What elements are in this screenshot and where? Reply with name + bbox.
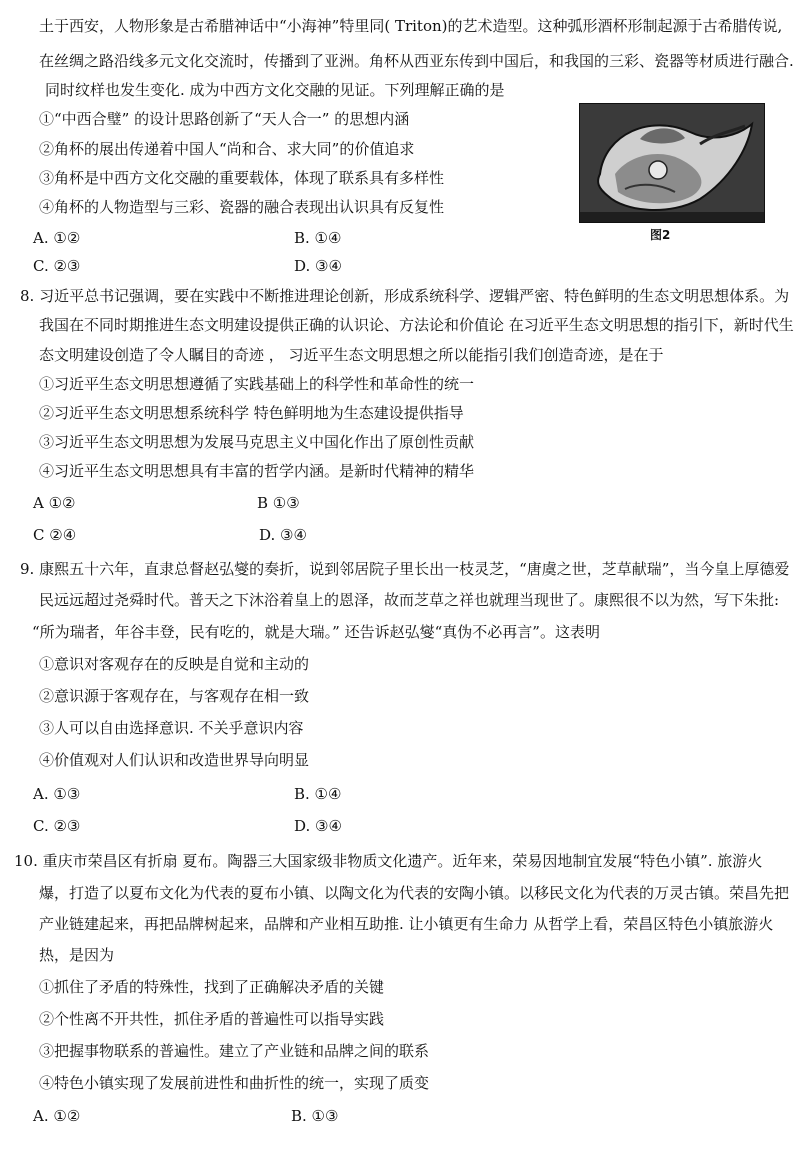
q9-answer-b: B. ①④ [294, 785, 342, 803]
q10-answer-a: A. ①② [33, 1107, 81, 1125]
q7-stem-line-2: 在丝绸之路沿线多元文化交流时，传播到了亚洲。角杯从西亚东传到中国后，和我国的三彩、瓷器等材质进行融合. [39, 52, 794, 70]
q8-stem-line-3: 态文明建设创造了令人瞩目的奇迹 ， 习近平生态文明思想之所以能指引我们创造奇迹，是在于 [39, 346, 664, 364]
q8-option-3: ③习近平生态文明思想为发展马克思主义中国化作出了原创性贡献 [39, 433, 475, 451]
q9-answer-c: C. ②③ [33, 817, 81, 835]
q7-option-3: ③角杯是中西方文化交融的重要载体，体现了联系具有多样性 [39, 169, 445, 187]
q10-stem-line-3: 产业链建起来，再把品牌树起来，品牌和产业相互助推. 让小镇更有生命力 从哲学上看，荣昌区特色小镇旅游火 [39, 915, 774, 933]
q8-answer-c: C ②④ [33, 526, 77, 544]
q10-option-4: ④特色小镇实现了发展前进性和曲折性的统一，实现了质变 [39, 1074, 430, 1092]
q7-option-2: ②角杯的展出传递着中国人“尚和合、求大同”的价值追求 [39, 140, 415, 158]
q8-option-4: ④习近平生态文明思想具有丰富的哲学内涵。是新时代精神的精华 [39, 462, 475, 480]
q8-answer-b: B ①③ [257, 494, 300, 512]
q7-stem-line-1: 土于西安，人物形象是古希腊神话中“小海神”特里同( Triton)的艺术造型。这种弧形酒杯形制起源于古希腊传说, [39, 17, 783, 35]
q9-option-2: ②意识源于客观存在，与客观存在相一致 [39, 687, 310, 705]
q7-answer-a: A. ①② [33, 229, 81, 247]
q8-answer-d: D. ③④ [259, 526, 307, 544]
q9-answer-d: D. ③④ [294, 817, 342, 835]
q7-answer-c: C. ②③ [33, 257, 81, 275]
q9-option-4: ④价值观对人们认识和改造世界导向明显 [39, 751, 310, 769]
q8-option-1: ①习近平生态文明思想遵循了实践基础上的科学性和革命性的统一 [39, 375, 475, 393]
q8-option-2: ②习近平生态文明思想系统科学 特色鲜明地为生态建设提供指导 [39, 404, 464, 422]
q10-stem-line-4: 热，是因为 [39, 946, 115, 964]
horn-cup-photo [579, 103, 765, 223]
q9-stem-line-3: “所为瑞者，年谷丰登，民有吃的，就是大瑞。” 还告诉赵弘燮“真伪不必再言”。这表明 [32, 623, 600, 641]
q10-option-3: ③把握事物联系的普遍性。建立了产业链和品牌之间的联系 [39, 1042, 430, 1060]
q8-stem-line-1: 8. 习近平总书记强调，要在实践中不断推进理论创新，形成系统科学、逻辑严密、特色鲜明的生态文明思想体系。为 [20, 287, 790, 305]
q10-stem-line-2: 爆，打造了以夏布文化为代表的夏布小镇、以陶文化为代表的安陶小镇。以移民文化为代表的万灵古镇。荣昌先把 [39, 884, 790, 902]
q7-option-1: ①“中西合璧” 的设计思路创新了“天人合一” 的思想内涵 [39, 110, 410, 128]
horn-cup-image [580, 104, 764, 222]
q9-answer-a: A. ①③ [33, 785, 81, 803]
q7-answer-b: B. ①④ [294, 229, 342, 247]
q9-option-3: ③人可以自由选择意识. 不关乎意识内容 [39, 719, 304, 737]
q9-option-1: ①意识对客观存在的反映是自觉和主动的 [39, 655, 310, 673]
q8-answer-a: A ①② [33, 494, 76, 512]
q7-answer-d: D. ③④ [294, 257, 342, 275]
q10-option-2: ②个性离不开共性，抓住矛盾的普遍性可以指导实践 [39, 1010, 385, 1028]
q10-answer-b: B. ①③ [291, 1107, 339, 1125]
q8-stem-line-2: 我国在不同时期推进生态文明建设提供正确的认识论、方法论和价值论 在习近平生态文明思想的指引下，新时代生 [39, 316, 794, 334]
q9-stem-line-1: 9. 康熙五十六年，直隶总督赵弘燮的奏折，说到邻居院子里长出一枝灵芝，“唐虞之世，芝草献瑞”，当今皇上厚德爱 [20, 560, 790, 578]
figure-caption: 图2 [650, 228, 671, 242]
q7-stem-line-3: 同时纹样也发生变化. 成为中西方文化交融的见证。下列理解正确的是 [45, 81, 505, 99]
q10-stem-line-1: 10. 重庆市荣昌区有折扇 夏布。陶器三大国家级非物质文化遗产。近年来，荣易因地制宜发展“特色小镇”. 旅游火 [14, 852, 763, 870]
q9-stem-line-2: 民远远超过尧舜时代。普天之下沐浴着皇上的恩泽，故而芝草之祥也就理当现世了。康熙很不以为然，写下朱批: [39, 591, 780, 609]
q10-option-1: ①抓住了矛盾的特殊性，找到了正确解决矛盾的关键 [39, 978, 385, 996]
q7-option-4: ④角杯的人物造型与三彩、瓷器的融合表现出认识具有反复性 [39, 198, 445, 216]
